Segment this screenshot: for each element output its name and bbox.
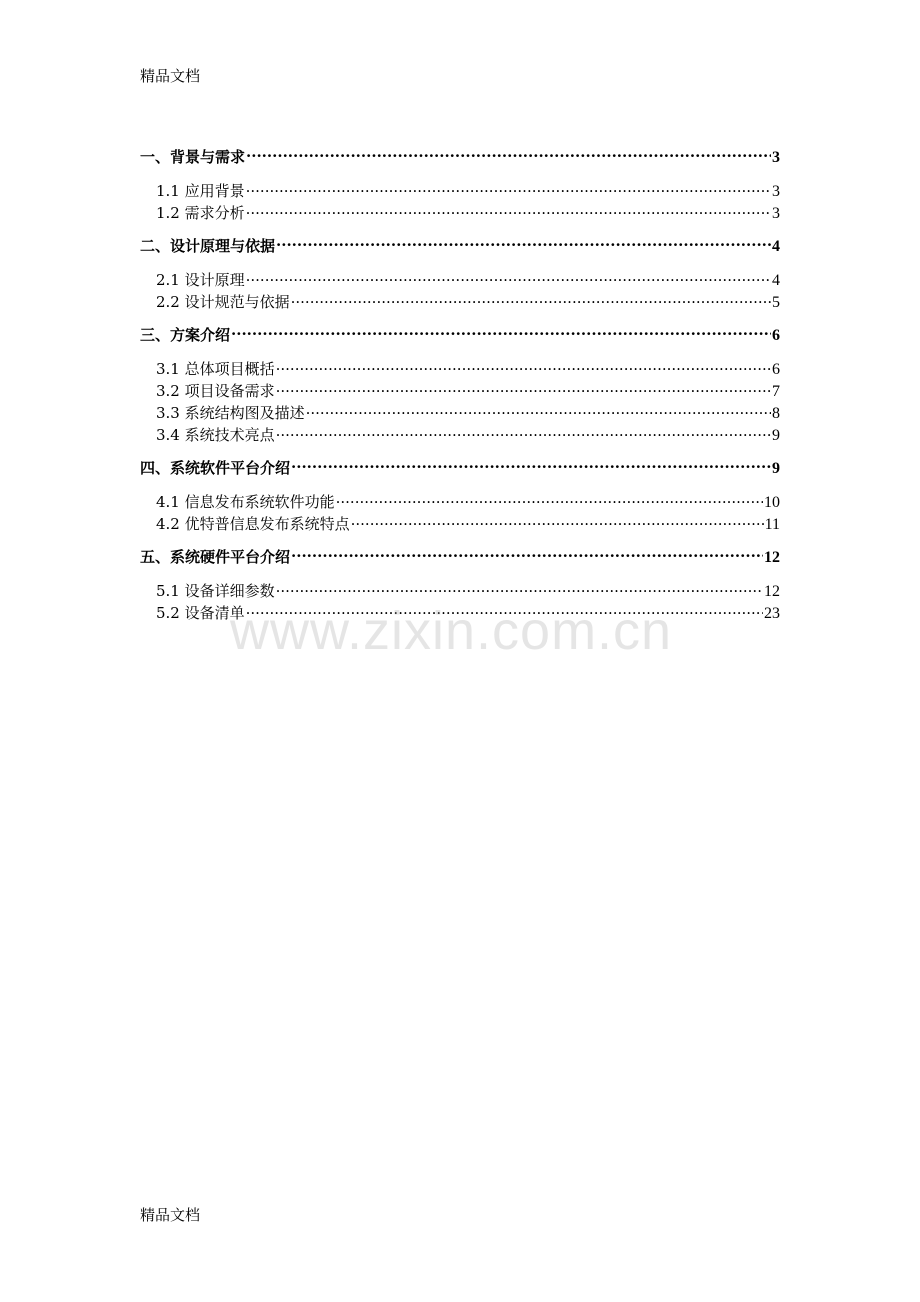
- toc-item-4-2[interactable]: [140, 513, 780, 535]
- toc-page-number: 4: [772, 272, 780, 289]
- toc-page-number: 11: [764, 516, 780, 533]
- toc-page-number: 12: [764, 583, 780, 600]
- toc-item-title: 2.2 设计规范与依据: [156, 293, 290, 311]
- page-footer: 精品文档: [140, 1206, 201, 1224]
- toc-leader-dots: [246, 181, 771, 196]
- toc-item-4-1[interactable]: [140, 491, 780, 513]
- toc-leader-dots: [276, 359, 771, 374]
- toc-item-5-1[interactable]: [140, 580, 780, 602]
- toc-item-title: 3.2 项目设备需求: [156, 382, 275, 400]
- toc-item-5-2[interactable]: [140, 602, 780, 624]
- toc-section-title: 二、设计原理与依据: [140, 237, 276, 255]
- toc-item-title: 3.1 总体项目概括: [156, 360, 275, 378]
- toc-section-2[interactable]: [140, 235, 780, 258]
- toc-page-number: 3: [772, 149, 780, 166]
- toc-leader-dots: [336, 492, 763, 507]
- toc-item-title: 4.2 优特普信息发布系统特点: [156, 515, 350, 533]
- toc-section-1[interactable]: [140, 146, 780, 169]
- toc-item-2-1[interactable]: [140, 269, 780, 291]
- toc-item-2-2[interactable]: [140, 291, 780, 313]
- toc-page-number: 4: [772, 238, 780, 255]
- toc-leader-dots: [276, 581, 763, 596]
- toc-page-number: 7: [772, 383, 780, 400]
- toc-section-title: 一、背景与需求: [140, 148, 246, 166]
- toc-item-title: 3.4 系统技术亮点: [156, 426, 275, 444]
- toc-section-4[interactable]: [140, 457, 780, 480]
- toc-section-title: 五、系统硬件平台介绍: [140, 548, 291, 566]
- toc-leader-dots: [246, 203, 771, 218]
- toc-leader-dots: [246, 603, 763, 618]
- table-of-contents: [140, 143, 780, 624]
- toc-section-title: 四、系统软件平台介绍: [140, 459, 291, 477]
- toc-item-title: 5.1 设备详细参数: [156, 582, 275, 600]
- watermark: www.zixin.com.cn: [230, 601, 673, 661]
- toc-section-3[interactable]: [140, 324, 780, 347]
- toc-page-number: 8: [772, 405, 780, 422]
- toc-leader-dots: [291, 292, 771, 307]
- toc-item-title: 4.1 信息发布系统软件功能: [156, 493, 335, 511]
- toc-item-3-3[interactable]: [140, 402, 780, 424]
- toc-leader-dots: [246, 270, 771, 285]
- toc-page-number: 12: [764, 549, 780, 566]
- toc-leader-dots: [276, 425, 771, 440]
- toc-item-3-1[interactable]: [140, 358, 780, 380]
- toc-item-title: 1.2 需求分析: [156, 204, 245, 222]
- toc-item-title: 3.3 系统结构图及描述: [156, 404, 305, 422]
- toc-page-number: 10: [764, 494, 780, 511]
- toc-page-number: 9: [772, 427, 780, 444]
- toc-page-number: 3: [772, 205, 780, 222]
- toc-page-number: 5: [772, 294, 780, 311]
- toc-page-number: 23: [764, 605, 780, 622]
- toc-item-title: 2.1 设计原理: [156, 271, 245, 289]
- toc-page-number: 9: [772, 460, 780, 477]
- toc-leader-dots: [276, 381, 771, 396]
- toc-page-number: 6: [772, 361, 780, 378]
- toc-item-title: 1.1 应用背景: [156, 182, 245, 200]
- toc-item-1-1[interactable]: [140, 180, 780, 202]
- toc-leader-dots: [291, 458, 771, 473]
- toc-page-number: 3: [772, 183, 780, 200]
- toc-leader-dots: [351, 514, 764, 529]
- toc-section-title: 三、方案介绍: [140, 326, 231, 344]
- toc-leader-dots: [291, 547, 763, 562]
- toc-page-number: 6: [772, 327, 780, 344]
- toc-item-3-2[interactable]: [140, 380, 780, 402]
- toc-item-1-2[interactable]: [140, 202, 780, 224]
- toc-item-title: 5.2 设备清单: [156, 604, 245, 622]
- toc-leader-dots: [246, 147, 771, 162]
- page-header: 精品文档: [140, 67, 201, 85]
- toc-item-3-4[interactable]: [140, 424, 780, 446]
- toc-leader-dots: [231, 325, 771, 340]
- toc-leader-dots: [306, 403, 771, 418]
- toc-leader-dots: [276, 236, 771, 251]
- toc-section-5[interactable]: [140, 546, 780, 569]
